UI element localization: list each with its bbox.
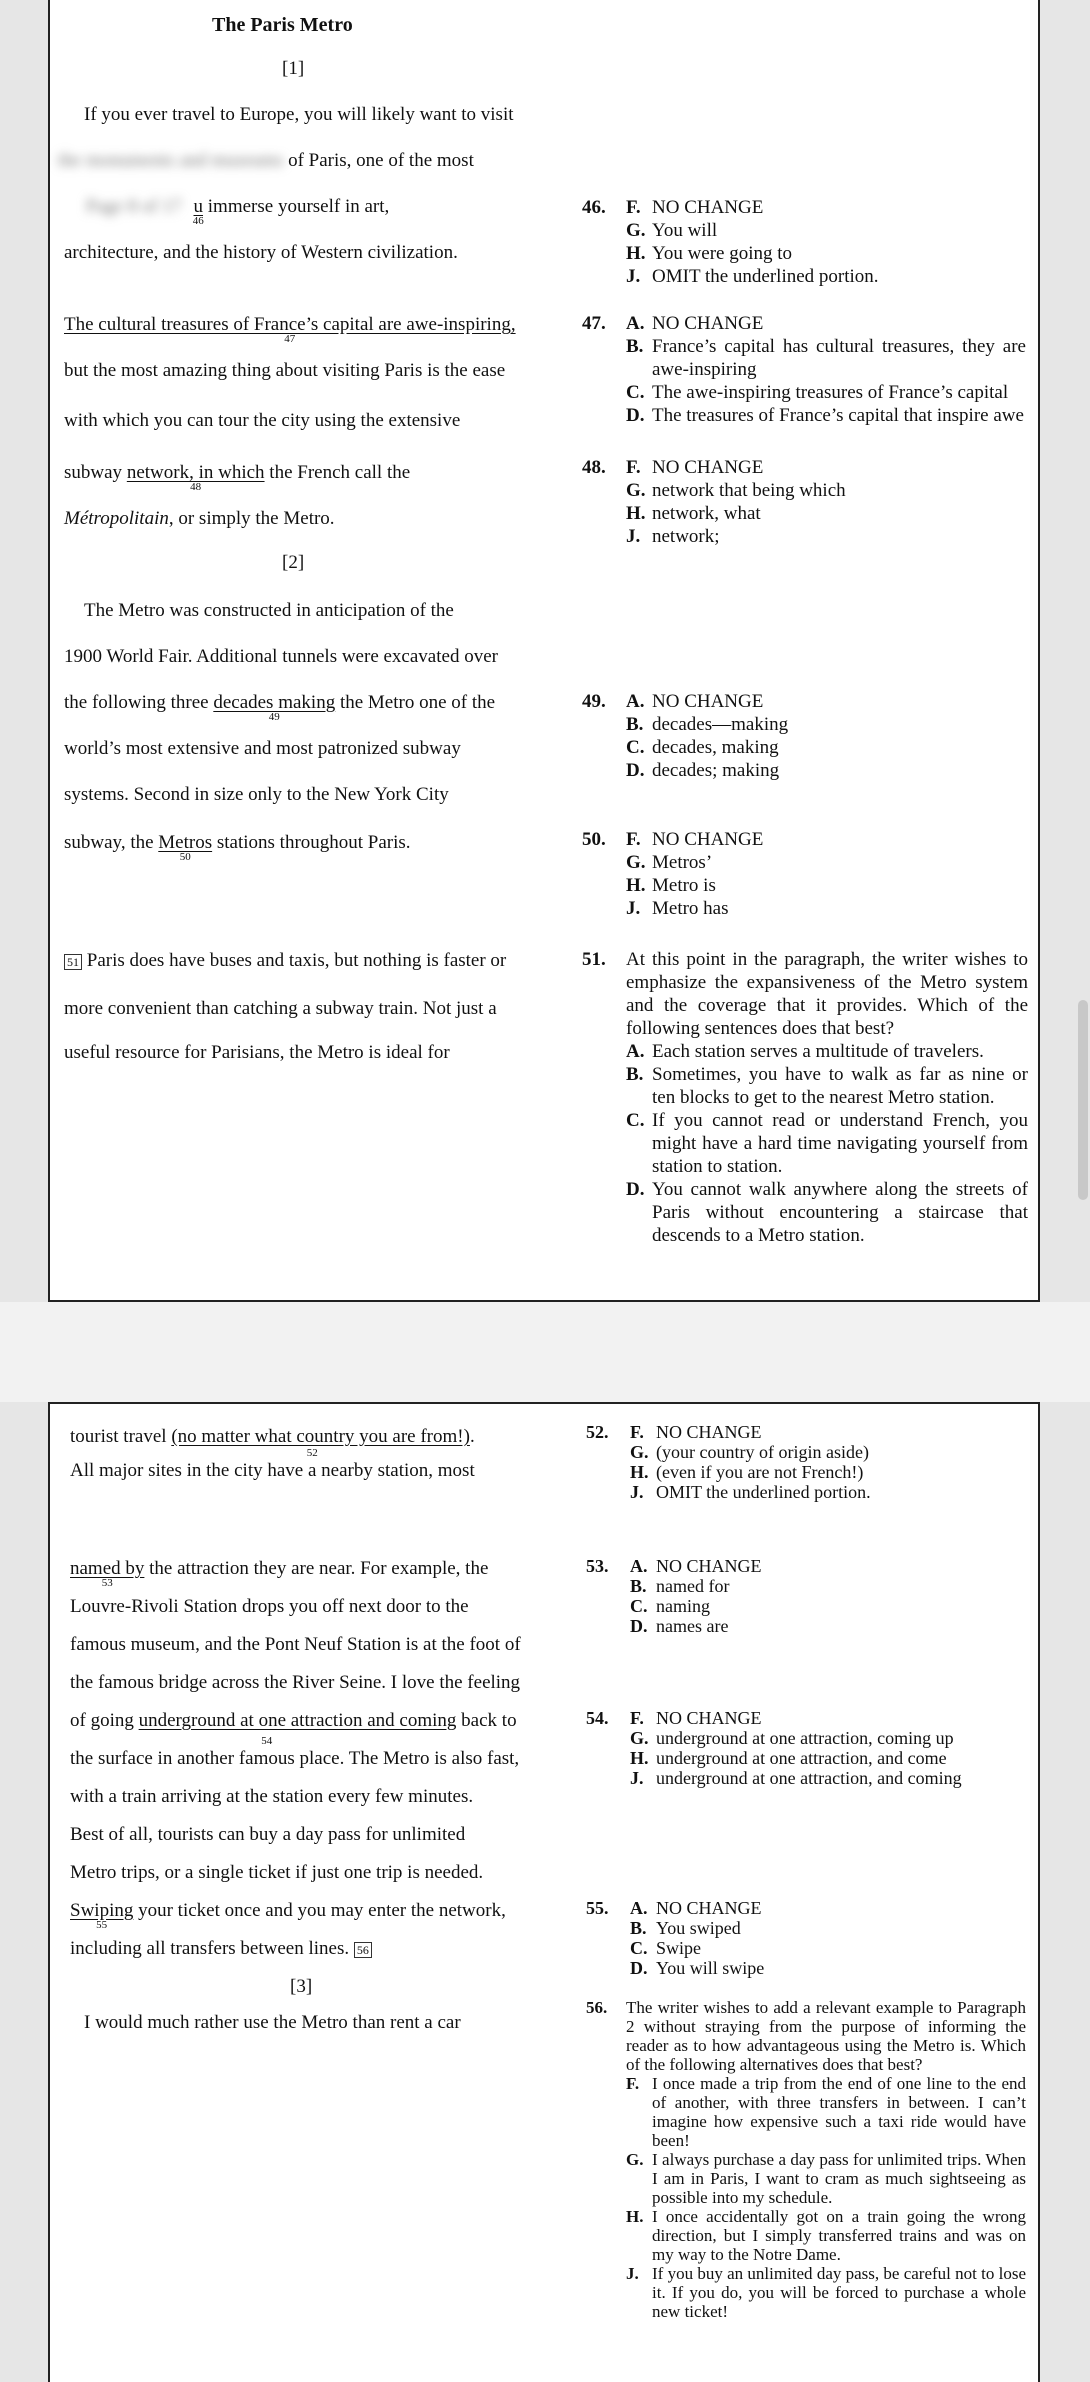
option[interactable]: H. Metro is (626, 875, 716, 896)
ref-49: 49 (268, 711, 280, 723)
option[interactable]: F. NO CHANGE (626, 829, 764, 850)
option[interactable]: A. NO CHANGE (626, 313, 764, 334)
passage-line: The Metro was constructed in anticipation of the (84, 600, 454, 621)
passage-line: I would much rather use the Metro than rent a car (84, 2012, 461, 2033)
passage-line: more convenient than catching a subway train. Not just a (64, 998, 497, 1019)
option[interactable]: C. naming (630, 1596, 710, 1616)
option[interactable]: B. Sometimes, you have to walk as far as nine or ten blocks to get to the nearest Metro station. (626, 1064, 1028, 1108)
ref-53: 53 (101, 1577, 113, 1589)
passage-line: tourist travel (no matter what country you are from!). (70, 1426, 475, 1447)
passage-line: including all transfers between lines. 56 (70, 1938, 372, 1960)
passage-line: with a train arriving at the station every few minutes. (70, 1786, 474, 1807)
option[interactable]: J. OMIT the underlined portion. (626, 266, 879, 287)
option[interactable]: D. decades; making (626, 760, 780, 781)
option[interactable]: C. decades, making (626, 737, 779, 758)
option[interactable]: H. (even if you are not French!) (630, 1462, 864, 1482)
option[interactable]: C. The awe-inspiring treasures of France’s capital (626, 382, 1009, 403)
ref-47: 47 (284, 333, 296, 345)
passage-line: 1900 World Fair. Additional tunnels were excavated over (64, 646, 498, 667)
passage-line: systems. Second in size only to the New York City (64, 784, 449, 805)
option[interactable]: F. NO CHANGE (626, 457, 764, 478)
passage-line: 51 Paris does have buses and taxis, but nothing is faster or (64, 950, 506, 972)
blurred-text: the monuments and museums (58, 150, 284, 171)
option[interactable]: D. You cannot walk anywhere along the streets of Paris without encountering a staircase that descends to a Metro station. (626, 1179, 1028, 1246)
option[interactable]: B. decades—making (626, 714, 789, 735)
paragraph-marker-2: [2] (282, 552, 305, 573)
passage-line: Louvre-Rivoli Station drops you off next door to the (70, 1596, 469, 1617)
passage-line: world’s most extensive and most patronized subway (64, 738, 461, 759)
option[interactable]: B. France’s capital has cultural treasures, they are awe-inspiring (626, 336, 1026, 380)
passage-line: subway network, in which 48 the French call the (64, 462, 411, 493)
question-stem: At this point in the paragraph, the writer wishes to emphasize the expansiveness of the Metro system and the coverage that it provides. Which of the following sentences does that best? (626, 949, 1028, 1039)
option[interactable]: A. NO CHANGE (630, 1898, 762, 1918)
option[interactable]: G. I always purchase a day pass for unlimited trips. When I am in Paris, I want to cram as much sightseeing as possible into my schedule. (626, 2150, 1026, 2207)
paragraph-marker-3: [3] (290, 1976, 313, 1997)
option[interactable]: A. NO CHANGE (630, 1556, 762, 1576)
passage-line: the surface in another famous 54 place. The Metro is also fast, (70, 1735, 520, 1769)
ref-52: 52 (306, 1447, 318, 1459)
option[interactable]: D. You will swipe (630, 1958, 765, 1978)
option[interactable]: D. names are (630, 1616, 729, 1636)
passage-line: the monuments and museums of Paris, one of the most (58, 150, 474, 171)
option[interactable]: H. network, what (626, 503, 761, 524)
option[interactable]: G. network that being which (626, 480, 846, 501)
passage-line: the famous bridge across the River Seine. I love the feeling (70, 1672, 521, 1693)
passage-line: The cultural treasures of France’s capital are awe-inspiring, 47 (64, 314, 516, 345)
option[interactable]: F. I once made a trip from the end of one line to the end of another, with three transfers in between. I can’t imagine how expensive such a taxi ride would have been! (626, 2074, 1026, 2150)
option[interactable]: D. The treasures of France’s capital that inspire awe (626, 405, 1024, 426)
paragraph-marker-1: [1] (282, 58, 305, 79)
question-56-marker: 56 (354, 1942, 372, 1958)
passage-line: All major sites in the city have a 52 nearby station, most (70, 1447, 475, 1481)
option[interactable]: G. You will (626, 220, 718, 241)
question-51-marker: 51 (64, 954, 82, 970)
passage-line: with which you can tour the city using the extensive (64, 410, 461, 431)
option[interactable]: H. I once accidentally got on a train going the wrong direction, but I simply transferred trains and was on my way to the Notre Dame. (626, 2207, 1026, 2264)
ref-54: 54 (261, 1735, 273, 1747)
option[interactable]: H. You were going to (626, 243, 793, 264)
ref-46: 46 (192, 215, 204, 227)
option[interactable]: J. underground at one attraction, and coming (630, 1768, 962, 1788)
passage-line: Métropolitain, or simply the Metro. (64, 508, 335, 529)
ref-50: 50 (179, 851, 191, 863)
passage-line: but the most amazing thing about visiting Paris is the ease (64, 360, 506, 381)
page-indicator-overlay: Page 8 of 17 (86, 196, 182, 217)
option[interactable]: B. named for (630, 1576, 730, 1596)
passage-line: useful resource for Parisians, the Metro is ideal for (64, 1042, 450, 1063)
passage-line: named by 53 the attraction they are near. For example, the (70, 1558, 489, 1589)
passage-line: subway, the Metros 50 stations throughout Paris. (64, 832, 411, 863)
option[interactable]: C. If you cannot read or understand French, you might have a hard time navigating yourself from station to station. (626, 1110, 1028, 1177)
option[interactable]: C. Swipe (630, 1938, 701, 1958)
option[interactable]: G. Metros’ (626, 852, 713, 873)
option[interactable]: J. network; (626, 526, 720, 547)
option[interactable]: B. You swiped (630, 1918, 741, 1938)
passage-line: Page 8 of 17 u 46 immerse yourself in art, (86, 196, 390, 227)
option[interactable]: G. underground at one attraction, coming up (630, 1728, 954, 1748)
page-gap (0, 1302, 1090, 1402)
passage-line: Best of all, tourists can buy a day pass for unlimited (70, 1824, 466, 1845)
question-stem: The writer wishes to add a relevant example to Paragraph 2 without straying from the purpose of informing the reader as to how advantageous using the Metro is. Which of the following alternatives does that best? (626, 1998, 1026, 2074)
option[interactable]: A. Each station serves a multitude of travelers. (626, 1041, 984, 1062)
document-page-1[interactable]: The Paris Metro [1] If you ever travel to Europe, you will likely want to visit the monuments and museums of Paris, one of the most Page 8 of 17 u 46 immerse yourself in art, architecture, and the history of Western civilization. The cultural treasures of France’s capital are awe-inspiring, 47 but the most amazing thing about visiting Paris is the ease with which you can tour the city using the extensive subway network, in which 48 the French call the Métropolitain, or simply the Metro. [2] The Metro was constructed in anticipation of the 1900 World Fair. Additional tunnels were excavated over the following three decades making 49 the Metro one of the world’s most extensive and most patronized subway systems. Second in size only to the New York City subway, the Metros 50 stations throughout Paris. 51 Paris does have buses and taxis, but nothing is faster or more convenient than catching a subway train. Not just a useful resource for Parisians, the Metro is ideal for 46. F. NO CHANGE G. You will H. You were going to J. OMIT the underlined portion. 47. A. NO CHANGE B. France’s capital has cultural treasures, they are awe-inspiring C. The awe-inspiring treasures of France’s capital D. The treasures of France’s capital that inspire awe 48. F. NO CHANGE G. network that being which H. network, what J. network; 49. A. NO CHANGE B. decades—making C. decades, making D. decades; making 50. F. NO CHANGE G. Metros’ H. Metro is J. Metro has 51. At this point in the paragraph, the writer wishes to emphasize the expansiveness of the Metro system and the coverage that it provides. Which of the following sentences does that best? A. Each station serves a multitude of travelers. B. Sometimes, you have to walk as far as nine or ten blocks to get to the nearest Metro station. C. If you cannot read or understand French, you might have a hard time navigating yourself from station to station. D. You cannot walk anywhere along the streets of Paris without encountering a staircase that descends to a Metro station. (48, 0, 1040, 1302)
passage-line: of going underground at one attraction and coming back to (70, 1710, 517, 1731)
option[interactable]: H. underground at one attraction, and come (630, 1748, 947, 1768)
option[interactable]: F. NO CHANGE (630, 1708, 762, 1728)
passage-line: the following three decades making 49 the Metro one of the (64, 692, 496, 723)
passage-line: Metro trips, or a single ticket if just one trip is needed. (70, 1862, 484, 1883)
option[interactable]: G. (your country of origin aside) (630, 1442, 869, 1462)
ref-48: 48 (190, 481, 202, 493)
option[interactable]: J. If you buy an unlimited day pass, be careful not to lose it. If you do, you will be forced to purchase a whole new ticket! (626, 2264, 1026, 2321)
scrollbar[interactable] (1078, 1000, 1088, 1200)
document-page-2[interactable]: tourist travel (no matter what country you are from!). All major sites in the city have a 52 nearby station, most named by 53 the attraction they are near. For example, the Louvre-Rivoli Station drops you off next door to the famous museum, and the Pont Neuf Station is at the foot of the famous bridge across the River Seine. I love the feeling of going underground at one attraction and coming back to the surface in another famous 54 place. The Metro is also fast, with a train arriving at the station every few minutes. Best of all, tourists can buy a day pass for unlimited Metro trips, or a single ticket if just one trip is needed. Swiping 55 your ticket once and you may enter the network, including all transfers between lines. 56 [3] I would much rather use the Metro than rent a car 52. F. NO CHANGE G. (your country of origin aside) H. (even if you are not French!) J. OMIT the underlined portion. 53. A. NO CHANGE B. named for C. naming D. names are 54. F. NO CHANGE G. underground at one attraction, coming up H. underground at one attraction, and come J. underground at one attraction, and coming 55. A. NO CHANGE B. You swiped C. Swipe D. You will swipe 56. The writer wishes to add a relevant example to Paragraph 2 without straying from the purpose of informing the reader as to how advantageous using the Metro is. Which of the following alternatives does that best? F. I once made a trip from the end of one line to the end of another, with three transfers in between. I can’t imagine how expensive such a taxi ride would have been! G. I always purchase a day pass for unlimited trips. When I am in Paris, I want to cram as much sightseeing as possible into my schedule. H. I once accidentally got on a train going the wrong direction, but I simply transferred trains and was on my way to the Notre Dame. J. If you buy an unlimited day pass, be careful not to lose it. If you do, you will be forced to purchase a whole new ticket! (48, 1402, 1040, 2382)
passage-line: Swiping 55 your ticket once and you may enter the network, (70, 1900, 506, 1931)
passage-line: If you ever travel to Europe, you will likely want to visit (84, 104, 514, 125)
passage-line: famous museum, and the Pont Neuf Station is at the foot of (70, 1634, 521, 1655)
option[interactable]: F. NO CHANGE (626, 197, 764, 218)
passage-title: The Paris Metro (212, 14, 353, 36)
option[interactable]: J. Metro has (626, 898, 729, 919)
option[interactable]: A. NO CHANGE (626, 691, 764, 712)
ref-55: 55 (96, 1919, 108, 1931)
passage-line: architecture, and the history of Western civilization. (64, 242, 458, 263)
option[interactable]: J. OMIT the underlined portion. (630, 1482, 871, 1502)
option[interactable]: F. NO CHANGE (630, 1422, 762, 1442)
